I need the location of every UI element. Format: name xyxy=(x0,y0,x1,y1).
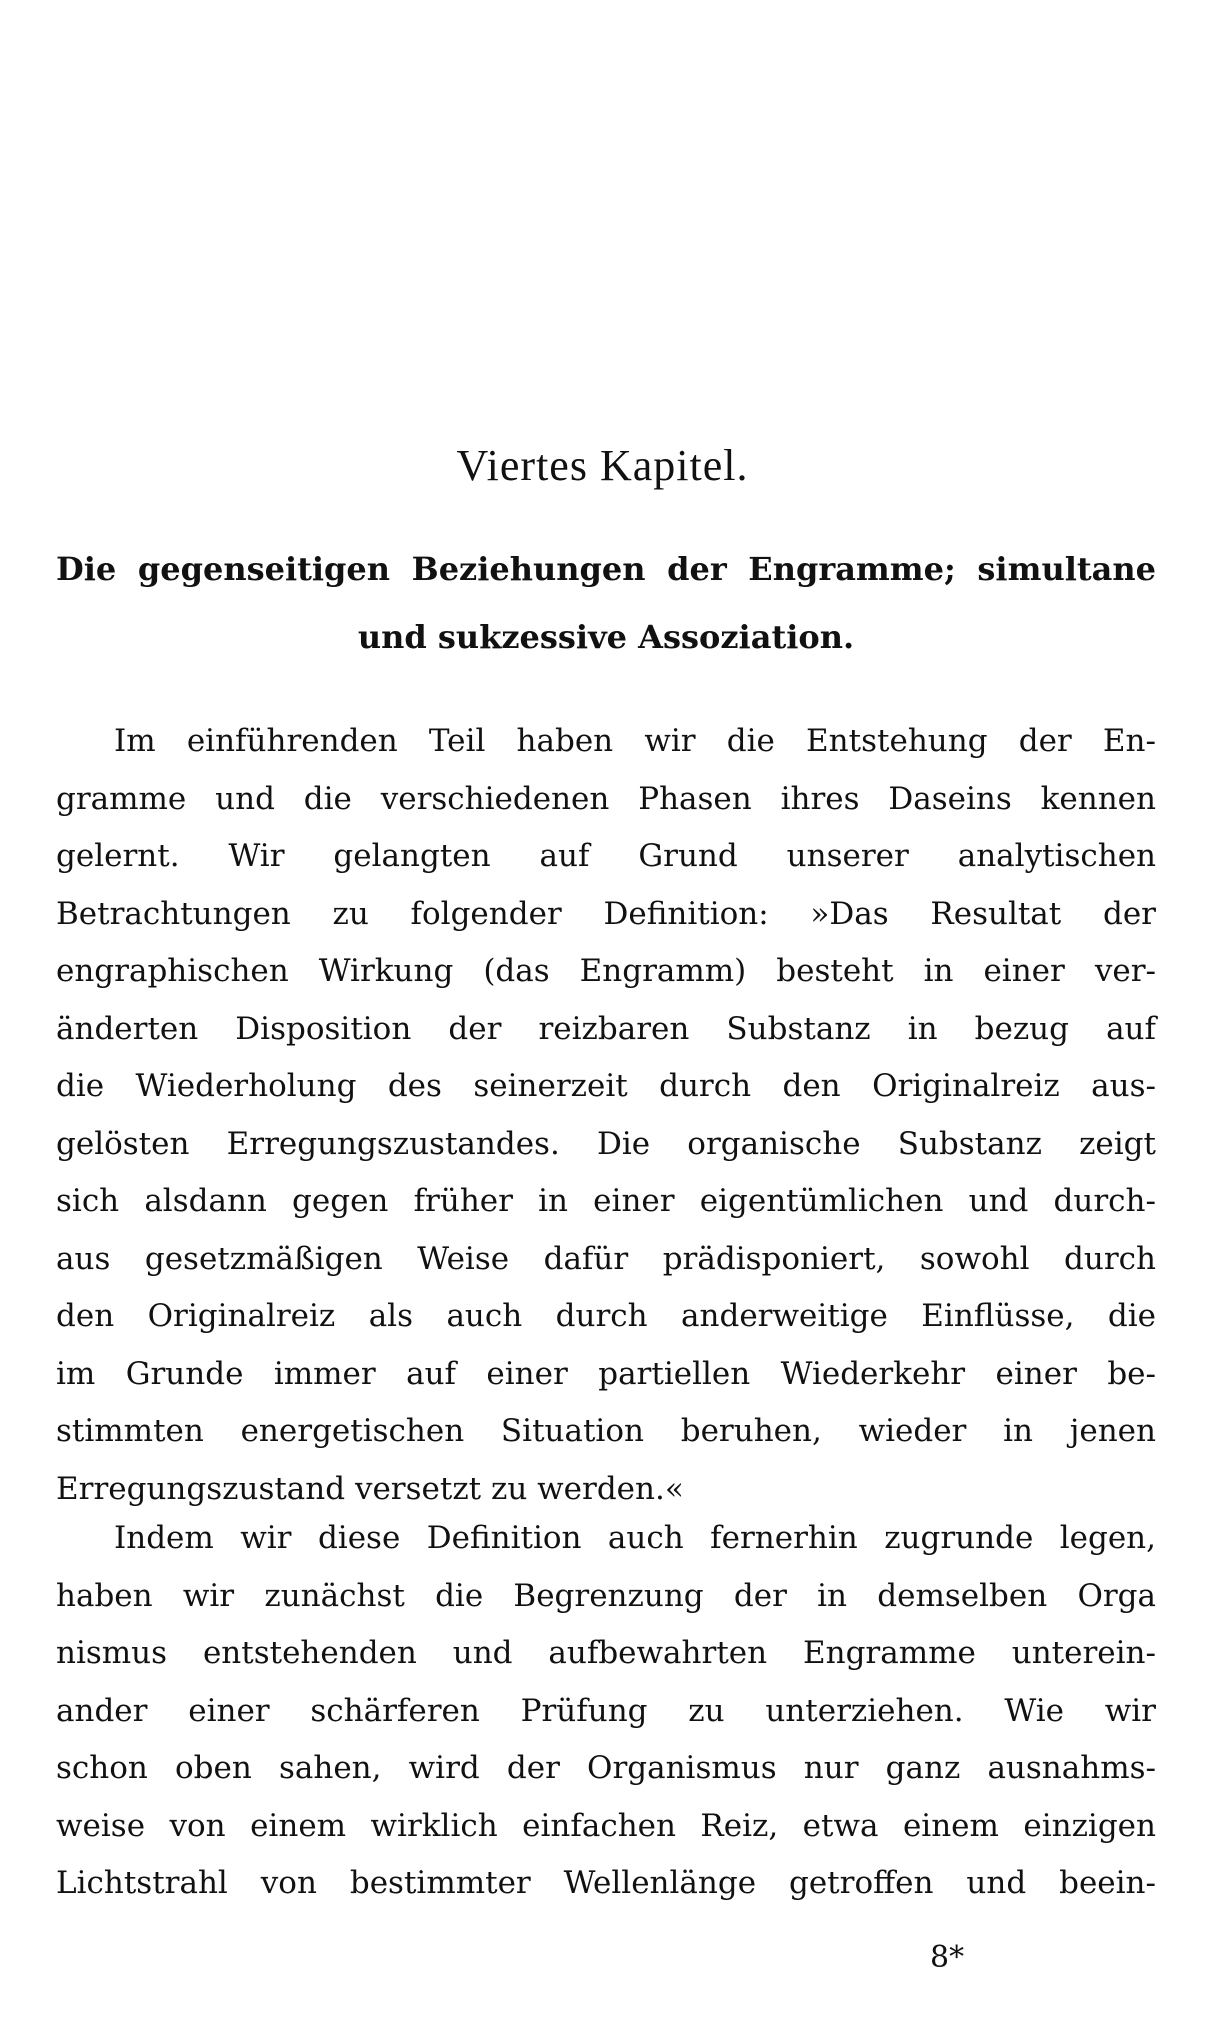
text-line: gelernt. Wir gelangten auf Grund unserer analytischen xyxy=(56,838,1156,874)
text-line: engraphischen Wirkung (das Engramm) besteht in einer ver- xyxy=(56,953,1156,989)
text-line: änderten Disposition der reizbaren Substanz in bezug auf xyxy=(56,1010,1156,1047)
text-line: gramme und die verschiedenen Phasen ihres Daseins kennen xyxy=(56,780,1156,817)
text-line: sich alsdann gegen früher in einer eigentümlichen und durch- xyxy=(56,1183,1156,1219)
text-line: Indem wir diese Definition auch fernerhin zugrunde legen, xyxy=(114,1520,1156,1556)
text-line: gelösten Erregungszustandes. Die organische Substanz zeigt xyxy=(56,1125,1156,1162)
paragraph xyxy=(56,713,1156,1518)
text-line: den Originalreiz als auch durch anderweitige Einflüsse, die xyxy=(56,1298,1156,1334)
text-line: stimmten energetischen Situation beruhen, wieder in jenen xyxy=(56,1413,1156,1449)
chapter-number: Viertes Kapitel. xyxy=(456,441,749,490)
text-line: ander einer schärferen Prüfung zu unterziehen. Wie wir xyxy=(56,1692,1156,1729)
text-line: nismus entstehenden und aufbewahrten Engramme unterein- xyxy=(56,1635,1156,1671)
text-line: im Grunde immer auf einer partiellen Wiederkehr einer be- xyxy=(56,1355,1156,1392)
page-number: 8* xyxy=(930,1940,965,1975)
text-line: Im einführenden Teil haben wir die Entstehung der En- xyxy=(114,723,1156,759)
text-line: schon oben sahen, wird der Organismus nur ganz ausnahms- xyxy=(56,1750,1156,1786)
text-line: haben wir zunächst die Begrenzung der in demselben Orga xyxy=(56,1577,1156,1614)
text-line: Betrachtungen zu folgender Definition: »Das Resultat der xyxy=(56,895,1156,932)
text-line: weise von einem wirklich einfachen Reiz, etwa einem einzigen xyxy=(56,1807,1156,1844)
text-line: aus gesetzmäßigen Weise dafür prädisponiert, sowohl durch xyxy=(56,1240,1156,1277)
text-line: Lichtstrahl von bestimmter Wellenlänge getroffen und beein- xyxy=(56,1865,1156,1901)
chapter-title xyxy=(56,535,1156,671)
text-line: Erregungszustand versetzt zu werden.« xyxy=(56,1470,684,1507)
paragraph xyxy=(56,1510,1156,1913)
chapter-title-line: Die gegenseitigen Beziehungen der Engramme; simultane xyxy=(56,550,1156,588)
text-line: die Wiederholung des seinerzeit durch den Originalreiz aus- xyxy=(56,1068,1156,1104)
chapter-title-line: und sukzessive Assoziation. xyxy=(357,618,855,656)
